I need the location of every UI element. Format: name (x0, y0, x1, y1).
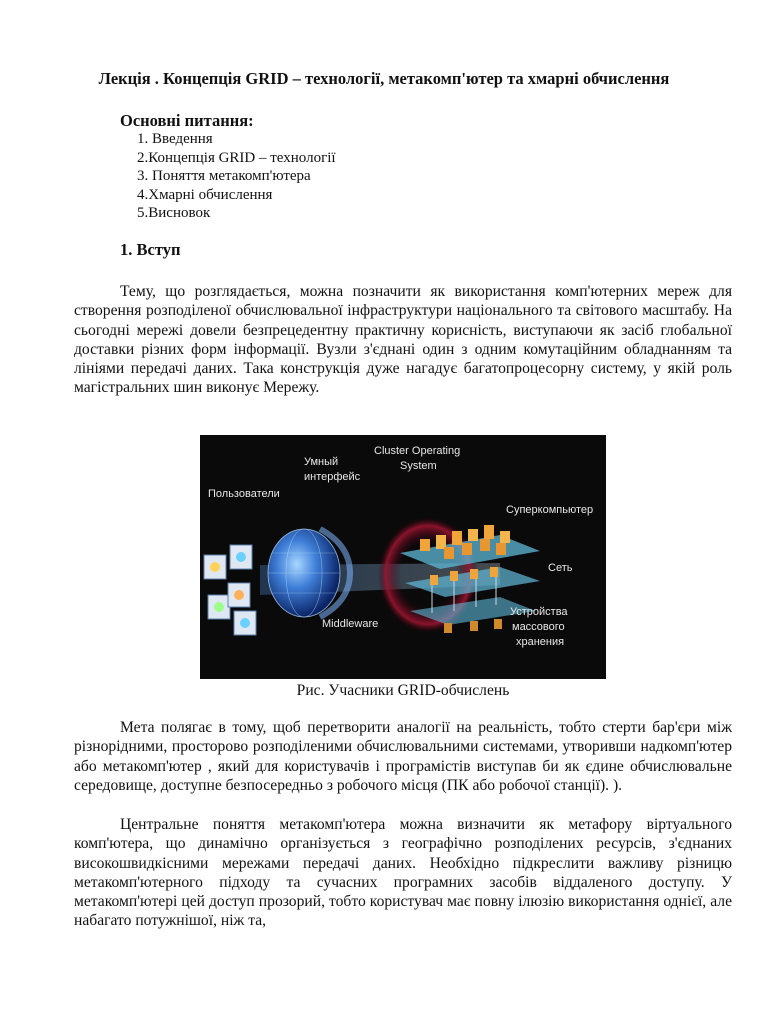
label-smart-interface-1: Умный (304, 456, 339, 468)
label-supercomputer: Суперкомпьютер (506, 504, 594, 516)
toc-item: 2.Концепція GRID – технології (137, 149, 336, 166)
toc-item: 1. Введення (137, 131, 213, 147)
grid-diagram (200, 435, 606, 679)
toc-item: 5.Висновок (137, 205, 211, 221)
section-heading: 1. Вступ (120, 240, 181, 259)
label-users: Пользователи (208, 488, 280, 500)
grid-participants-figure (200, 435, 606, 679)
toc-heading: Основні питання: (120, 111, 254, 130)
middleware-globe (268, 529, 350, 617)
label-storage-2: массового (512, 621, 565, 633)
toc-item: 4.Хмарні обчислення (137, 186, 273, 203)
paragraph-goal: Мета полягає в тому, щоб перетворити аналогії на реальність, тобто стерти бар'єри між різнорідними, просторово розподіленими обчислювальними системами, утворивши надкомп'ютер або метакомп'ютер , який для користувачів і програмістів виступав би як єдине обчислювальне середовище, доступне безпосередньо з робочого місця (ПК або робочої станції). ). (74, 719, 732, 794)
label-cluster-os-1: Cluster Operating (374, 445, 461, 457)
toc-item: 3. Поняття метакомп'ютера (137, 168, 311, 184)
paragraph-intro: Тему, що розглядається, можна позначити як використання комп'ютерних мереж для створення розподіленої обчислювальної інфраструктури національного та світового масштабу. На сьогодні мережі довели безпрецедентну практичну корисність, виступаючи як засіб глобальної доставки різних форм інформації. Вузли з'єднані один з одним комутаційним обладнанням та лініями передачі даних. Така конструкція дуже нагадує багатопроцесорну систему, у якій роль магістральних шин виконує Мережу. (74, 283, 732, 397)
label-middleware: Middleware (322, 618, 379, 630)
label-smart-interface-2: интерфейс (304, 471, 361, 483)
label-network: Сеть (548, 562, 573, 574)
label-cluster-os-2: System (400, 460, 437, 472)
toc-list (137, 130, 336, 223)
label-storage-1: Устройства (510, 606, 568, 618)
label-storage-3: хранения (516, 636, 565, 648)
figure-caption: Рис. Учасники GRID-обчислень (296, 682, 510, 699)
document-title: Лекція . Концепція GRID – технології, метакомп'ютер та хмарні обчислення (98, 69, 670, 88)
paragraph-metacomputer: Центральне поняття метакомп'ютера можна визначити як метафору віртуального комп'ютера, що динамічно організується з географічно розподілених ресурсів, з'єднаних високошвидкісними мережами передачі даних. Необхідно підкреслити важливу різницю метакомп'ютерного підходу та сучасних програмних засобів віддаленого доступу. У метакомп'ютері цей доступ прозорий, тобто користувач має повну ілюзію використання однієї, але набагато потужнішої, ніж та, (74, 816, 732, 930)
